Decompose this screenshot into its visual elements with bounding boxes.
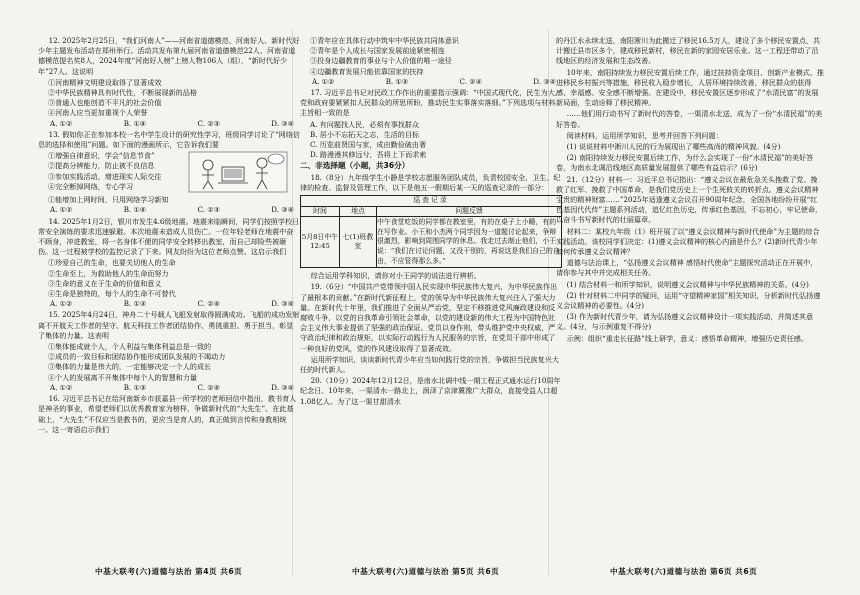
question-14-stem: 14. 2025年1月2日，银川市发生4.6级地震。地震来临瞬间，同学们按照学校日常安全演练的要求迅速躲避。本次地震未造成人员伤亡。一位年轻老师在地震中奋不顾身，冲进教室，将一名身体不便的同学安全转移出教室，而自己却险些被砸伤。这一过程被学校的监控记录了下来。网友纷纷为这位老师点赞。这启示我们 [38,216,300,257]
q13-item: ①能增加上网时间，只用网络学习新知 [48,195,169,205]
question-19-task: 运用所学知识，谈谈新时代青少年应当如何践行党的宗旨，争做担当民族复兴大任的时代新人。 [300,354,559,375]
option: D. ③④ [271,205,294,215]
q12-item: ①河南精神文明建设取得了显著成效 [48,77,162,87]
table-header-cell: 时间 [301,207,340,217]
q17-option: A. 有问题找人民，必须有事找群众 [310,119,419,129]
q15-item: ③集体的力量是伟大的，一定能够决定一个人的成长 [48,362,212,372]
q16-item: ②青年是个人成长与国家发展前途紧密相连 [310,46,445,56]
q16-item: ①青年应在具体行动中筑牢中华民族共同体意识 [310,36,459,45]
page-footer: 中基大联考(六)道德与法治 第6页 共6页 [610,567,758,576]
option: A. ①② [50,118,73,128]
q12-item: ④河南人应当更加重视个人荣誉 [48,108,148,118]
q15-options [50,383,294,393]
option: D. ③④ [271,118,294,128]
q13-item: ④完全断掉网络，专心学习 [48,181,134,191]
option: A. ①② [50,205,73,215]
q14-item: ③生命的意义在于生命的价值和意义 [48,278,162,288]
option: B. ①④ [123,118,147,128]
q15-item: ②成员的一致目标和团结协作能形成团队发展的不竭动力 [48,352,226,362]
cell-text: 5月8日中午12:45 [301,232,339,251]
page-column-6 [556,36,824,566]
q13-block [38,151,300,195]
question-20-intro: 阅读材料，运用所学知识，思考并回答下列问题： [566,130,723,140]
option: A. ①② [312,76,335,86]
option: C. ②④ [459,76,482,86]
table-cell-issue: 中午食堂吃饭的同学都在教室里，有的在桌子上小睡，有的在写作业。小王和小杰两个同学因为一道题讨论起来，争辩很激烈，影响到周围同学的休息。我走过去制止他们，小王说：“我们在讨论问题，又没干别的，再说这是我们自己的自由，不应管得那么多。” [377,218,560,265]
question-20-continued: 的丹江水永续北送，南阳淅川为此搬迁了移民16.5万人，建设了多个移民安置点，共计搬迁县市区多个，建成移民新村，移民在新的家园安居乐业。这一工程还带动了沿线地区的经济发展和生态改善。 [556,36,821,66]
q16-item: ③投身边疆教育的事业与个人价值的唯一途径 [310,56,452,66]
q14-item: ②生命至上，为救助他人的生命而努力 [48,268,169,278]
table-cell-time [301,217,340,267]
section-heading: 二、非选择题（小题，共36分） [300,161,410,171]
page-column-4 [38,36,300,566]
option: B. ①③ [385,76,409,86]
q13-item: ②提高分辨能力，防止被不良信息 [48,161,155,171]
cartoon-illustration [188,151,288,193]
question-21-task: 道德与法治课上，“弘扬遵义会议精神 感悟时代使命”主题探究活动正在开展中，请你参与其中并完成相关任务。 [556,258,818,278]
question-20-paragraph: ……他们用行动书写了新时代的答卷，一渠清水北送，成为了一份“水清民福”的美好答卷。 [556,109,823,129]
q13-item: ③参加实践活动，增进现实人际交往 [48,171,162,181]
q14-item: ④生命是独特的，每个人的生命不可替代 [48,289,176,299]
question-20-subquestion: (2) 南阳持续发力移民安置后续工作，为什么会实现了一份“水清民福”的美好答卷，为南水北调沿线地区高质量发展提供了哪些有益启示？(6分) [556,153,814,173]
q13-item: ①增强自律意识，学会“信息节食” [48,151,155,161]
question-20-subquestion: (1) 说说材料中淅川人民的行为展现出了哪些高尚的精神风貌。(4分) [566,142,781,152]
q17-option: B. 居小不忘拓天之志，生活的目标 [310,129,420,139]
question-12-stem: 12. 2025年2月25日，“我们河南人”——河南省道德模范、河南好人、新时代好少年主题发布活动在郑州举行。活动共发布第九届河南省道德模范22人、河南省道德模范提名奖8人，2024年度“河南好人榜”上榜人物106人（组），“新时代好少年”27人。这说明 [38,36,300,76]
table-header-cell: 地点 [340,207,377,217]
question-21-material-two: 材料二：某校九年级（1）班开展了以“遵义会议精神与新时代使命”为主题的综合实践活动。该校同学们决定：(1)遵义会议精神的核心内涵是什么？(2)新时代青少年如何传承遵义会议精神？ [556,226,820,257]
table-row [301,217,561,267]
question-20-stem: 20.（10分）2024年12月12日，是南水北调中线一期工程正式通水运行10周年纪念日。10年来，一渠清水一路北上，润泽了京津冀豫广大群众，直接受益人口超1.08亿人。为了这一渠甘甜清水 [300,376,561,406]
q17-option: D. 路漫漫其修远兮，吾将上下而求索 [310,150,427,160]
option: B. ①③ [123,299,147,309]
q13-items [38,151,188,195]
patrol-record-table [300,195,562,268]
question-21-stem: 21.（12分）材料一：习近平总书记指出：“遵义会议在最危急关头挽救了党、挽救了红军、挽救了中国革命，是我们党历史上一个生死攸关的转折点。遵义会议精神宝贵的精神财富……”2025年适逢遵义会议召开90周年纪念，全国各地纷纷开展“红色基因代代传”主题系列活动，追忆红色历史，传承红色基因，不忘初心，牢记使命，以奋斗书写新时代的壮丽篇章。 [556,174,823,225]
table-caption: 巡查记录 [301,196,561,207]
q14-options [50,299,294,309]
option: C. ②④ [197,382,220,392]
page-column-5 [300,36,562,566]
table-header-cell: 问题反馈 [455,206,483,215]
option: B. ①④ [123,205,147,215]
q14-item: ①珍爱自己的生命，也要关切他人的生命 [48,258,176,268]
page-footer: 中基大联考(六)道德与法治 第5页 共6页 [352,567,500,576]
question-20-paragraph: 10年来，南阳持续发力移民安置后续工作，通过扶持资金项目、创新产业模式、推进移民乡村振兴等措施，移民收入稳步增长，人居环境持续改善，移民群众的获得感、幸福感、安全感不断增强。在建设中，移民安置区逐步形成了“水清民富”的发展新局面，生动诠释了移民精神。 [556,67,824,108]
q13-options [50,205,294,215]
cell-text: 七(1)班教室 [342,232,374,251]
q16-options [312,77,556,87]
question-21-subquestion: (3) 作为新时代青少年，请为弘扬遵义会议精神设计一项实践活动，并简述其意义。(4分，与示例重复不得分) [556,312,814,332]
table-cell-place [340,217,377,267]
q12-options [50,119,294,129]
question-18-stem: 18.（8分）九年级学生小静是学校志愿服务团队成员，负责校园安全、卫生、纪律的检查、监督及管理工作，以下是他五一假期后某一天的巡查记录的一部分： [300,172,561,192]
table-header-row [301,207,561,218]
question-15-stem: 15. 2025年4月24日，神舟二十号载人飞船发射取得圆满成功。飞船的成功发射离不开航天工作者的坚守、航天科技工作者团结协作、勇挑重担、勇于担当，彰显了集体的力量。这表明 [38,310,300,340]
option: C. ②③ [197,205,220,215]
question-13-stem: 13. 假如你正在参加本校一名中学生设计的研究性学习，班级同学讨论了“网络信息的选择和使用”问题。如下面的漫画所示，它告诉我们要 [38,129,300,150]
question-18-task: 综合运用学科知识，请你对小王同学的说法进行辨析。 [310,271,481,281]
option: D. ③④ [271,382,294,392]
q15-item: ①集体能成就个人，个人利益与集体利益总是一致的 [48,342,212,352]
page-footer: 中基大联考(六)道德与法治 第4页 共6页 [95,567,243,576]
option: C. ②④ [197,299,220,309]
q12-item: ③普通人也能创造不平凡的社会价值 [48,98,162,108]
question-16-stem: 16. 习近平总书记在给河南新乡市获嘉县一所学校的老师回信中指出，教书育人是神圣的事业，希望老师们以优秀教育家为榜样，争做新时代的“大先生”。在此基础上，“大先生”不仅应当是教书的，更应当是育人的，真正做到言传和身教相统一。这一寄语启示我们 [38,394,297,434]
option: C. ②③ [197,118,220,128]
q17-option: C. 历览前贤国与家，成由勤俭破由奢 [310,140,427,150]
question-21-subquestion: (2) 针对材料二中同学的疑问，运用“守望精神家园”相关知识，分析新时代弘扬遵义会议精神的必要性。(4分) [556,290,821,311]
q16-item: ④边疆教育发展只能依靠国家的扶持 [310,66,424,76]
option: A. ①② [50,299,73,309]
q15-item: ④个人的发展离不开集体中每个人的智慧和力量 [48,372,197,382]
question-21-example: 示例：组织“重走长征路”线上研学，意义：感悟革命精神，增强历史责任感。 [566,333,808,343]
option: B. ①③ [123,382,147,392]
q12-item: ②中华民族精神具有时代性，不断展现新的品格 [48,88,197,98]
question-19-stem: 19.（6分）“中国共产党带领中国人民实现中华民族伟大复兴，为中华民族作出了最根本的贡献。”在新时代新征程上，党的领导为中华民族伟大复兴注入了强大力量。在新时代十年里，我们推进了全面从严治党，坚定不移推进党风廉政建设和反腐败斗争，以党的自我革命引领社会革命，以党的建设新的伟大工程为中国特色社会主义伟大事业提供了坚强的政治保证。党员以身作则，带头维护党中央权威，严守政治纪律和政治规矩，以实际行动践行为人民服务的宗旨，在党员干部中形成了一种良好的党风，党的作风建设取得了显著成效。 [300,282,558,353]
question-21-subquestion: (1) 结合材料一和所学知识，说明遵义会议精神与中华民族精神的关系。(4分) [566,279,809,289]
option: A. ①② [50,382,73,392]
option: D. ③④ [533,76,556,86]
option: D. ③④ [271,299,294,309]
question-17-stem: 17. 习近平总书记对民政工作作出的重要指示强调：“中国式现代化，民生为大。党和政府要紧紧扣人民群众的所思所盼，推动民生实事落实落细。”下列选项与材料主旨相一致的是 [300,88,562,118]
